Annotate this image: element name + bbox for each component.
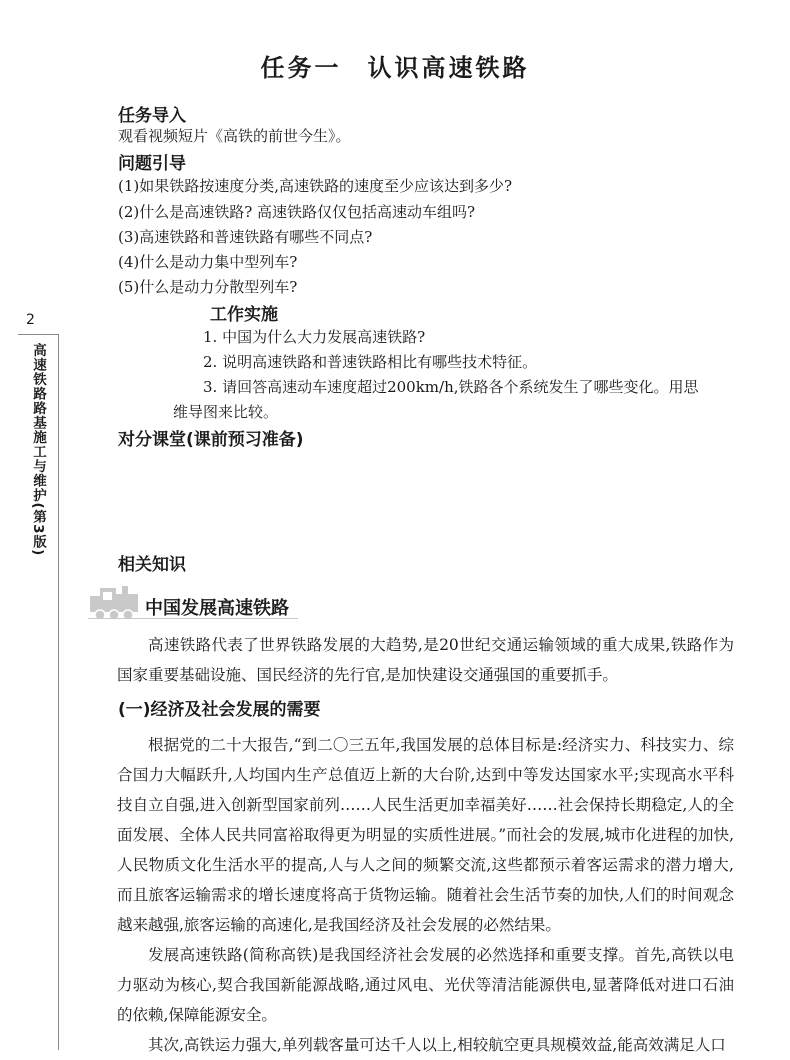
- questions-heading: 问题引导: [118, 154, 186, 174]
- margin-rule-horizontal: [18, 334, 58, 335]
- intro-paragraph-block: [117, 630, 734, 690]
- task-intro-text: 观看视频短片《高铁的前世今生》。: [118, 127, 351, 145]
- work-heading: 工作实施: [210, 305, 278, 325]
- work-item: 3. 请回答高速动车速度超过200km/h,铁路各个系统发生了哪些变化。用思: [203, 378, 699, 396]
- question-item: (2)什么是高速铁路? 高速铁路仅仅包括高速动车组吗?: [118, 203, 476, 221]
- page-title: [0, 48, 790, 83]
- work-item: 1. 中国为什么大力发展高速铁路?: [203, 328, 426, 346]
- running-book-title: 高速铁路路基施工与维护(第3版): [30, 343, 46, 557]
- paragraph: 其次,高铁运力强大,单列载客量可达千人以上,相较航空更具规模效益,能高效满足人口: [148, 1036, 726, 1054]
- question-item: (4)什么是动力集中型列车?: [118, 253, 298, 271]
- work-item: 2. 说明高速铁路和普速铁路相比有哪些技术特征。: [203, 353, 538, 371]
- body-text: [117, 730, 734, 1060]
- question-item: (1)如果铁路按速度分类,高速铁路的速度至少应该达到多少?: [118, 177, 513, 195]
- section-underline: [88, 618, 298, 619]
- task-intro-heading: 任务导入: [118, 106, 186, 126]
- work-item-continued: 维导图来比较。: [173, 403, 279, 421]
- page-number: 2: [26, 312, 35, 328]
- intro-paragraph: 高速铁路代表了世界铁路发展的大趋势,是20世纪交通运输领域的重大成果,铁路作为国家重要基础设施、国民经济的先行官,是加快建设交通强国的重要抓手。: [117, 636, 734, 684]
- paragraph: 根据党的二十大报告,“到二〇三五年,我国发展的总体目标是:经济实力、科技实力、综合国力大幅跃升,人均国内生产总值迈上新的大台阶,达到中等发达国家水平;实现高水平科技自立自强,进入创新型国家前列……人民生活更加幸福美好……社会保持长期稳定,人的全面发展、全体人民共同富裕取得更为明显的实质性进展。”而社会的发展,城市化进程的加快,人民物质文化生活水平的提高,人与人之间的频繁交流,这些都预示着客运需求的潜力增大,而且旅客运输需求的增长速度将高于货物运输。随着社会生活节奏的加快,人们的时间观念越来越强,旅客运输的高速化,是我国经济及社会发展的必然结果。: [117, 736, 734, 934]
- margin-rule-vertical: [58, 334, 59, 1050]
- related-knowledge-heading: 相关知识: [118, 555, 186, 575]
- question-item: (5)什么是动力分散型列车?: [118, 278, 298, 296]
- task-title: 认识高速铁路: [367, 54, 530, 82]
- train-icon: [88, 584, 140, 622]
- paragraph: 发展高速铁路(简称高铁)是我国经济社会发展的必然选择和重要支撑。首先,高铁以电力驱动为核心,契合我国新能源战略,通过风电、光伏等清洁能源供电,显著降低对进口石油的依赖,保障能源安全。: [117, 946, 734, 1024]
- question-item: (3)高速铁路和普速铁路有哪些不同点?: [118, 228, 373, 246]
- subsection-heading: (一)经济及社会发展的需要: [118, 700, 321, 720]
- task-label: 任务一: [260, 54, 342, 82]
- class-heading: 对分课堂(课前预习准备): [118, 430, 304, 450]
- section-heading: 中国发展高速铁路: [145, 598, 289, 619]
